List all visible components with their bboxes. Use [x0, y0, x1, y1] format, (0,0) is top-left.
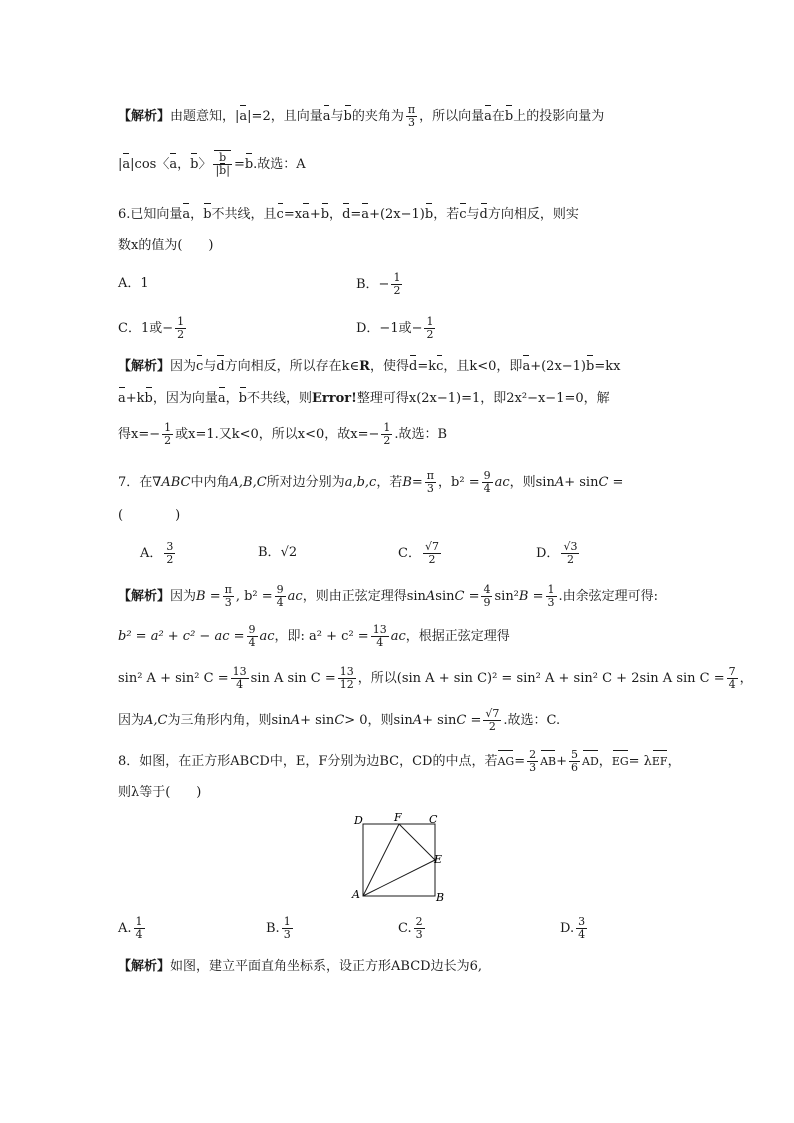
fraction-4-9	[481, 584, 492, 609]
text: 如图，建立平面直角坐标系，设正方形ABCD边长为6,	[170, 959, 482, 974]
text: ，	[329, 207, 343, 222]
denominator: 3	[415, 928, 423, 941]
text: , b² =	[235, 589, 273, 604]
text: 的夹角为	[351, 109, 404, 124]
q6-option-b	[356, 272, 404, 297]
text: ，且k<0，即	[443, 359, 523, 374]
text: A．	[140, 546, 163, 561]
text: =	[233, 157, 245, 172]
numerator: 1	[135, 915, 143, 928]
denominator: 2	[383, 434, 391, 447]
text: .故选：C.	[503, 713, 561, 728]
text: =	[464, 589, 480, 604]
fraction	[134, 916, 145, 941]
numerator: 9	[276, 583, 284, 596]
text: sin² A + sin² C =	[118, 671, 229, 686]
label-d: D	[354, 814, 363, 827]
text: 6.已知向量	[118, 207, 183, 222]
vector-a: a	[118, 389, 126, 409]
text: D．−1或−	[356, 321, 423, 336]
numerator: 4	[483, 583, 491, 596]
numerator: 5	[571, 748, 579, 761]
vector-d: d	[480, 205, 488, 225]
vector-c: c	[196, 357, 203, 377]
denominator: 2	[428, 553, 436, 566]
text: B =	[196, 589, 221, 604]
text: ，	[177, 157, 191, 172]
numerator: 9	[248, 623, 256, 636]
text: ，b² =	[438, 475, 480, 490]
text: ，	[667, 754, 681, 769]
text: .由余弦定理可得:	[558, 589, 659, 604]
text: 8．如图，在正方形ABCD中，E，F分别为边BC，CD的中点，若	[118, 754, 498, 769]
analysis-tag: 【解析】	[118, 109, 171, 124]
text: +	[309, 207, 321, 222]
text: 为三角形内角，则sin	[167, 713, 291, 728]
text: ，因为向量	[152, 391, 218, 406]
text: a,b,c	[344, 475, 377, 490]
text: ，使得	[369, 359, 409, 374]
numerator: b	[213, 152, 231, 165]
numerator: √7	[424, 540, 439, 553]
text: √2	[280, 545, 298, 560]
text: ，所以向量	[419, 109, 485, 124]
fraction	[282, 916, 293, 941]
text: A	[290, 713, 301, 728]
text: 整理可得x(2x−1)=1，即2x²−x−1=0，解	[356, 391, 610, 406]
text: C.	[398, 921, 412, 936]
text: 中内角	[190, 475, 230, 490]
text: B.	[266, 921, 280, 936]
q7-option-c	[398, 541, 443, 566]
numerator: 7	[728, 665, 736, 678]
text: =	[528, 589, 544, 604]
fraction-1-2	[391, 272, 402, 297]
text: A	[412, 713, 423, 728]
vector-b: b	[505, 107, 513, 127]
denominator: 4	[236, 678, 244, 691]
vector-c: c	[436, 357, 443, 377]
text: C	[456, 713, 467, 728]
sol7-line2	[118, 624, 510, 649]
q6-option-a	[118, 274, 149, 294]
fraction-pi-3	[406, 104, 417, 129]
analysis-tag: 【解析】	[118, 589, 171, 604]
fraction	[561, 541, 579, 566]
text: ac	[390, 629, 406, 644]
fraction-1-2	[381, 422, 392, 447]
denominator: 2	[426, 328, 434, 341]
text: |cos〈	[130, 157, 170, 172]
q6-line1	[118, 205, 579, 225]
segment-af	[363, 824, 399, 896]
text: ，则由正弦定理得sin	[302, 589, 426, 604]
denominator: 3	[529, 761, 537, 774]
text: 不共线，则	[247, 391, 313, 406]
numerator: 3	[578, 915, 586, 928]
fraction	[414, 916, 425, 941]
text: ，	[598, 754, 612, 769]
square-figure	[340, 812, 450, 902]
sol7-line1	[118, 584, 658, 609]
numerator: 1	[393, 271, 401, 284]
sol7-line4	[118, 708, 560, 733]
text: A.	[118, 921, 132, 936]
denominator: 3	[283, 928, 291, 941]
text: A	[425, 589, 436, 604]
q8-line2	[118, 783, 201, 803]
q7-line2	[118, 506, 180, 526]
text: 数x的值为( )	[118, 238, 214, 253]
text: ac	[494, 475, 510, 490]
numerator: 2	[529, 748, 537, 761]
fraction-9-4	[247, 624, 258, 649]
vector-AD: AD	[582, 752, 599, 772]
denominator: 4	[248, 636, 256, 649]
denominator: 4	[578, 928, 586, 941]
label-c: C	[429, 813, 438, 826]
denominator: 4	[376, 636, 384, 649]
denominator: 3	[224, 596, 232, 609]
text: 所对边分别为	[266, 475, 345, 490]
text: ，若	[433, 207, 460, 222]
fraction-13-4	[371, 624, 389, 649]
text: 上的投影向量为	[513, 109, 605, 124]
text: =	[514, 754, 526, 769]
numerator: 1	[426, 315, 434, 328]
fraction-1-2	[162, 422, 173, 447]
denominator: 4	[728, 678, 736, 691]
fraction-pi-3	[223, 584, 234, 609]
text: =	[350, 207, 362, 222]
fraction-unit-b	[213, 152, 231, 177]
text: ，若	[376, 475, 403, 490]
text: 方向相反，则实	[487, 207, 579, 222]
text: +	[556, 754, 568, 769]
text: A,B,C	[229, 475, 267, 490]
fraction-1-3	[546, 584, 557, 609]
denominator: 9	[483, 596, 491, 609]
text: 与	[203, 359, 217, 374]
text: + sin	[422, 713, 457, 728]
numerator: 2	[415, 915, 423, 928]
vector-EF: EF	[652, 752, 668, 772]
label-f: F	[394, 812, 402, 824]
numerator: π	[224, 583, 232, 596]
text: 与	[466, 207, 480, 222]
numerator: 13	[372, 623, 387, 636]
fraction-13-12	[338, 666, 356, 691]
vector-AB: AB	[540, 752, 556, 772]
fraction	[423, 541, 441, 566]
text: .故选：A	[253, 157, 306, 172]
vector-b: b	[586, 357, 594, 377]
vector-a: a	[522, 357, 530, 377]
vector-b: b	[190, 155, 198, 175]
vector-a: a	[361, 205, 369, 225]
denominator: 2	[566, 553, 574, 566]
text: + sin	[564, 475, 599, 490]
denominator: 2	[166, 553, 174, 566]
vector-a: a	[218, 389, 226, 409]
text: sin A sin C =	[250, 671, 336, 686]
fraction-sqrt7-2	[483, 708, 501, 733]
text: .故选：B	[394, 427, 448, 442]
vector-AG: AG	[497, 752, 514, 772]
q7-option-a	[140, 541, 177, 566]
vector-b: b	[344, 107, 352, 127]
vector-b: b	[239, 389, 247, 409]
error-text: Error!	[312, 391, 357, 406]
text: |=2，且向量	[247, 109, 323, 124]
denominator: 3	[426, 482, 434, 495]
text: =	[608, 475, 624, 490]
text: =	[466, 713, 482, 728]
label-e: E	[434, 853, 443, 866]
vector-b: b	[321, 205, 329, 225]
text: ac	[287, 589, 303, 604]
segment-ae	[363, 860, 435, 896]
fraction-2-3	[527, 749, 538, 774]
vector-d: d	[216, 357, 224, 377]
text: ，	[225, 391, 239, 406]
q7-option-d	[536, 541, 581, 566]
sol6-line2	[118, 389, 610, 409]
vector-a: a	[484, 107, 492, 127]
vector-b: b	[425, 205, 433, 225]
text: D.	[560, 921, 575, 936]
fraction-9-4	[275, 584, 286, 609]
text: B．−	[356, 277, 390, 292]
denominator: 4	[483, 482, 491, 495]
text: b² = a² + c² − ac =	[118, 629, 245, 644]
text: ，根据正弦定理得	[405, 629, 510, 644]
text: ( )	[118, 508, 181, 523]
fraction-pi-3	[425, 470, 436, 495]
denominator: 2	[164, 434, 172, 447]
vector-c: c	[459, 205, 466, 225]
q8-line1	[118, 749, 681, 774]
sol5-line1	[118, 104, 604, 129]
sol7-line3	[118, 666, 753, 691]
text: C	[334, 713, 345, 728]
analysis-tag: 【解析】	[118, 959, 171, 974]
vector-a: a	[323, 107, 331, 127]
fraction-7-4	[727, 666, 738, 691]
text: ，即: a² + c² =	[274, 629, 369, 644]
numerator: 1	[177, 315, 185, 328]
numerator: π	[426, 469, 435, 482]
sol5-line2	[118, 152, 306, 177]
denominator: 6	[571, 761, 579, 774]
q6-line2	[118, 236, 213, 256]
q8-option-b	[266, 916, 295, 941]
sol6-line3	[118, 422, 447, 447]
text: = λ	[628, 754, 652, 769]
label-a: A	[352, 888, 360, 901]
text: A．1	[118, 276, 149, 291]
denominator: 4	[276, 596, 284, 609]
q6-option-d	[356, 316, 437, 341]
numerator: 9	[483, 469, 491, 482]
square-abcd	[363, 824, 435, 896]
text: > 0，则sin	[344, 713, 413, 728]
denominator: 2	[488, 720, 496, 733]
text: 因为	[170, 359, 197, 374]
text: 7．在	[118, 475, 153, 490]
fraction	[164, 541, 175, 566]
text: B	[402, 475, 412, 490]
q7-line1	[118, 470, 623, 495]
fraction-5-6	[569, 749, 580, 774]
segment-fe	[399, 824, 435, 860]
denominator: 12	[339, 678, 354, 691]
vector-a: a	[302, 205, 310, 225]
text: 则λ等于( )	[118, 785, 202, 800]
denominator: |b|	[215, 164, 230, 177]
text: 方向相反，所以存在k∈	[224, 359, 360, 374]
numerator: π	[407, 103, 416, 116]
text: C	[454, 589, 465, 604]
text: sin²	[494, 589, 519, 604]
vector-a: a	[182, 205, 190, 225]
text: R	[359, 359, 370, 374]
text: +k	[125, 391, 145, 406]
text: C	[598, 475, 609, 490]
text: D．	[536, 546, 560, 561]
text: =kx	[594, 359, 621, 374]
fraction-13-4	[231, 666, 249, 691]
text: 或x=1.又k<0，所以x<0，故x=−	[175, 427, 380, 442]
q8-option-a	[118, 916, 147, 941]
denominator: 3	[547, 596, 555, 609]
text: C．	[398, 546, 421, 561]
numerator: 1	[164, 421, 172, 434]
text: =k	[417, 359, 437, 374]
text: C．1或−	[118, 321, 174, 336]
vector-b: b	[203, 205, 211, 225]
text: =	[411, 475, 423, 490]
numerator: √3	[563, 540, 578, 553]
numerator: 1	[547, 583, 555, 596]
numerator: √7	[485, 707, 500, 720]
text: 由题意知，|	[170, 109, 240, 124]
sol8-line1	[118, 957, 482, 977]
vector-a: a	[122, 155, 130, 175]
text: ∇ABC	[152, 475, 191, 490]
vector-b: b	[145, 389, 153, 409]
numerator: 13	[232, 665, 247, 678]
text: =x	[283, 207, 303, 222]
text: 得x=−	[118, 427, 161, 442]
text: ，	[190, 207, 204, 222]
q8-option-c	[398, 916, 427, 941]
denominator: 2	[177, 328, 185, 341]
vector-b: b	[245, 155, 253, 175]
vector-a: a	[239, 107, 247, 127]
vector-EG: EG	[612, 752, 629, 772]
text: ac	[259, 629, 275, 644]
q6-option-c	[118, 316, 188, 341]
text: 不共线，且	[211, 207, 277, 222]
numerator: 1	[383, 421, 391, 434]
text: ，	[739, 671, 753, 686]
text: sin	[435, 589, 455, 604]
vector-c: c	[277, 205, 284, 225]
text: ，则sin	[509, 475, 555, 490]
text: 因为	[118, 713, 145, 728]
text: A,C	[144, 713, 168, 728]
vector-d: d	[409, 357, 417, 377]
text: A	[554, 475, 565, 490]
fraction	[576, 916, 587, 941]
text: 在	[491, 109, 505, 124]
numerator: 3	[166, 540, 174, 553]
vector-a: a	[169, 155, 177, 175]
denominator: 4	[135, 928, 143, 941]
text: ，所以(sin A + sin C)² = sin² A + sin² C + 2sin A sin C =	[357, 671, 725, 686]
fraction-1-2	[175, 316, 186, 341]
text: B．	[258, 545, 281, 560]
text: |	[118, 157, 123, 172]
label-b: B	[436, 891, 445, 902]
text: 〉	[198, 157, 212, 172]
denominator: 2	[393, 284, 401, 297]
fraction-9-4	[482, 470, 493, 495]
q7-option-b	[258, 543, 297, 563]
vector-d: d	[342, 205, 350, 225]
text: +(2x−1)	[530, 359, 587, 374]
q8-option-d	[560, 916, 589, 941]
text: B	[518, 589, 529, 604]
analysis-tag: 【解析】	[118, 359, 171, 374]
text: + sin	[300, 713, 335, 728]
numerator: 13	[339, 665, 354, 678]
fraction-1-2	[424, 316, 435, 341]
text: 与	[330, 109, 344, 124]
vector-b: b	[219, 164, 227, 177]
numerator: 1	[283, 915, 291, 928]
denominator: 3	[407, 116, 415, 129]
sol6-line1	[118, 357, 620, 377]
text: 因为	[170, 589, 197, 604]
text: +(2x−1)	[369, 207, 425, 222]
